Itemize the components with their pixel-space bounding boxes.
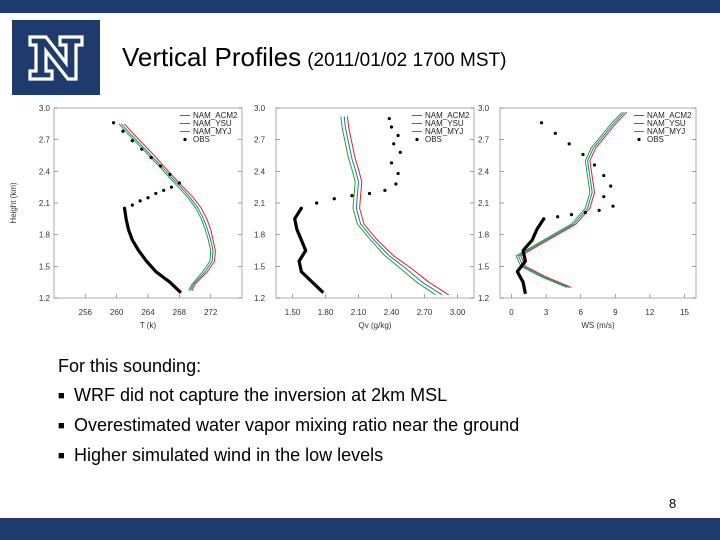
x-tick-label: 1.50 [284, 308, 301, 317]
x-axis-label: Qv (g/kg) [358, 321, 392, 330]
legend-swatch-obs [415, 138, 418, 141]
y-tick-label: 1.5 [38, 262, 50, 272]
findings-intro: For this sounding: [58, 356, 202, 376]
nam-acm2-line [125, 124, 216, 291]
obs-point [611, 205, 614, 208]
y-tick-label: 1.8 [478, 230, 490, 240]
y-tick-label: 2.4 [38, 167, 50, 177]
y-tick-label: 2.7 [478, 135, 490, 145]
bottom-banner [0, 518, 720, 540]
title-subtitle: (2011/01/02 1700 MST) [307, 50, 507, 71]
x-axis-label: WS (m/s) [581, 321, 615, 330]
obs-point [121, 130, 124, 133]
y-tick-label: 1.5 [478, 262, 490, 272]
obs-point [388, 117, 391, 120]
obs-point [609, 185, 612, 188]
legend-label-nam-acm2: NAM_ACM2 [647, 111, 692, 120]
y-tick-label: 2.7 [38, 135, 50, 145]
university-logo [12, 20, 100, 95]
legend-label-nam-myj: NAM_MYJ [425, 127, 464, 136]
obs-point [584, 211, 587, 214]
obs-point [581, 153, 584, 156]
bullet-icon: ■ [58, 390, 65, 402]
x-tick-label: 264 [141, 308, 155, 317]
x-tick-label: 9 [613, 308, 618, 317]
legend-label-nam-ysu: NAM_YSU [193, 119, 232, 128]
obs-point [140, 148, 143, 151]
wind-speed-profile-panel [478, 100, 700, 340]
obs-point [368, 192, 371, 195]
x-tick-label: 2.10 [350, 308, 367, 317]
finding-text: WRF did not capture the inversion at 2km MSL [74, 385, 448, 405]
obs-point [556, 215, 559, 218]
obs-point [397, 134, 400, 137]
obs-point [333, 197, 336, 200]
nam-acm2-line [521, 112, 627, 287]
obs-point [178, 181, 181, 184]
nam-myj-line [516, 112, 622, 287]
obs-point [150, 156, 153, 159]
obs-line [125, 208, 181, 292]
x-tick-label: 3 [543, 308, 549, 317]
temperature-profile-chart [4, 100, 244, 340]
finding-item [58, 441, 519, 471]
x-axis-label: T (k) [139, 321, 157, 330]
x-tick-label: 2.40 [383, 308, 400, 317]
y-tick-label: 3.0 [38, 104, 50, 113]
y-tick-label: 3.0 [254, 104, 266, 113]
obs-point [542, 217, 545, 220]
y-tick-label: 2.4 [478, 167, 490, 177]
obs-point [168, 173, 171, 176]
bullet-icon: ■ [58, 450, 65, 462]
obs-point [554, 132, 557, 135]
obs-point [383, 189, 386, 192]
obs-point [350, 194, 353, 197]
wind-speed-profile-chart [478, 100, 700, 340]
y-tick-label: 2.1 [254, 199, 266, 208]
obs-point [390, 125, 393, 128]
x-tick-label: 256 [78, 308, 93, 317]
obs-point [139, 199, 142, 202]
legend-label-nam-ysu: NAM_YSU [425, 119, 464, 128]
title-main: Vertical Profiles [122, 42, 302, 72]
x-tick-label: 0 [509, 308, 514, 317]
finding-item [58, 381, 519, 411]
y-tick-label: 2.4 [254, 167, 266, 177]
legend-label-nam-myj: NAM_MYJ [647, 127, 686, 136]
water-vapor-profile-panel [250, 100, 478, 340]
finding-item [58, 411, 519, 441]
slide-title [122, 42, 506, 73]
y-tick-label: 1.5 [254, 262, 266, 272]
x-tick-label: 3.00 [449, 308, 466, 317]
obs-point [392, 142, 395, 145]
legend-label-obs: OBS [193, 135, 210, 144]
obs-point [598, 209, 601, 212]
y-axis-label: Height (km) [9, 182, 18, 224]
obs-point [162, 189, 165, 192]
bullet-icon: ■ [58, 420, 65, 432]
legend-swatch-obs [183, 138, 186, 141]
obs-point [570, 213, 573, 216]
y-tick-label: 2.7 [254, 135, 266, 145]
legend-label-nam-acm2: NAM_ACM2 [193, 111, 238, 120]
page-number: 8 [669, 496, 677, 511]
n-logo-icon [26, 33, 86, 83]
obs-point [568, 142, 571, 145]
x-tick-label: 268 [172, 308, 187, 317]
y-tick-label: 1.8 [254, 230, 266, 240]
obs-point [390, 161, 393, 164]
x-tick-label: 15 [680, 308, 689, 317]
finding-text: Overestimated water vapor mixing ratio near the ground [74, 415, 520, 435]
x-tick-label: 272 [203, 308, 218, 317]
x-tick-label: 12 [645, 308, 655, 317]
obs-point [602, 174, 605, 177]
nam-myj-line [341, 116, 436, 294]
obs-point [112, 121, 115, 124]
obs-point [593, 163, 596, 166]
legend-swatch-obs [637, 138, 640, 141]
obs-point [300, 207, 303, 210]
legend-label-nam-acm2: NAM_ACM2 [425, 111, 470, 120]
legend-label-nam-ysu: NAM_YSU [647, 119, 686, 128]
findings-list [58, 352, 519, 471]
y-tick-label: 3.0 [478, 104, 490, 113]
y-tick-label: 2.1 [478, 199, 490, 208]
x-tick-label: 6 [578, 308, 583, 317]
obs-point [399, 151, 402, 154]
water-vapor-profile-chart [250, 100, 478, 340]
obs-point [146, 196, 149, 199]
y-tick-label: 1.8 [38, 230, 50, 240]
nam-ysu-line [121, 124, 213, 291]
x-tick-label: 2.70 [416, 308, 433, 317]
plot-frame [54, 108, 242, 298]
obs-point [540, 121, 543, 124]
y-tick-label: 1.2 [38, 294, 50, 303]
y-tick-label: 1.2 [478, 294, 490, 303]
y-tick-label: 1.2 [254, 294, 266, 303]
x-tick-label: 1.80 [317, 308, 334, 317]
legend-label-obs: OBS [647, 135, 664, 144]
obs-line [295, 208, 324, 292]
plot-frame [276, 108, 474, 298]
y-tick-label: 2.1 [38, 199, 50, 208]
obs-point [123, 207, 126, 210]
obs-point [170, 186, 173, 189]
obs-point [315, 201, 318, 204]
nam-ysu-line [518, 112, 624, 287]
finding-text: Higher simulated wind in the low levels [74, 445, 384, 465]
obs-point [131, 204, 134, 207]
obs-point [159, 164, 162, 167]
obs-point [154, 192, 157, 195]
obs-point [131, 139, 134, 142]
obs-point [602, 195, 605, 198]
obs-point [394, 182, 397, 185]
legend-label-nam-myj: NAM_MYJ [193, 127, 232, 136]
x-tick-label: 260 [109, 308, 124, 317]
temperature-profile-panel [4, 100, 244, 340]
legend-label-obs: OBS [425, 135, 442, 144]
top-banner [0, 0, 720, 13]
obs-point [397, 172, 400, 175]
